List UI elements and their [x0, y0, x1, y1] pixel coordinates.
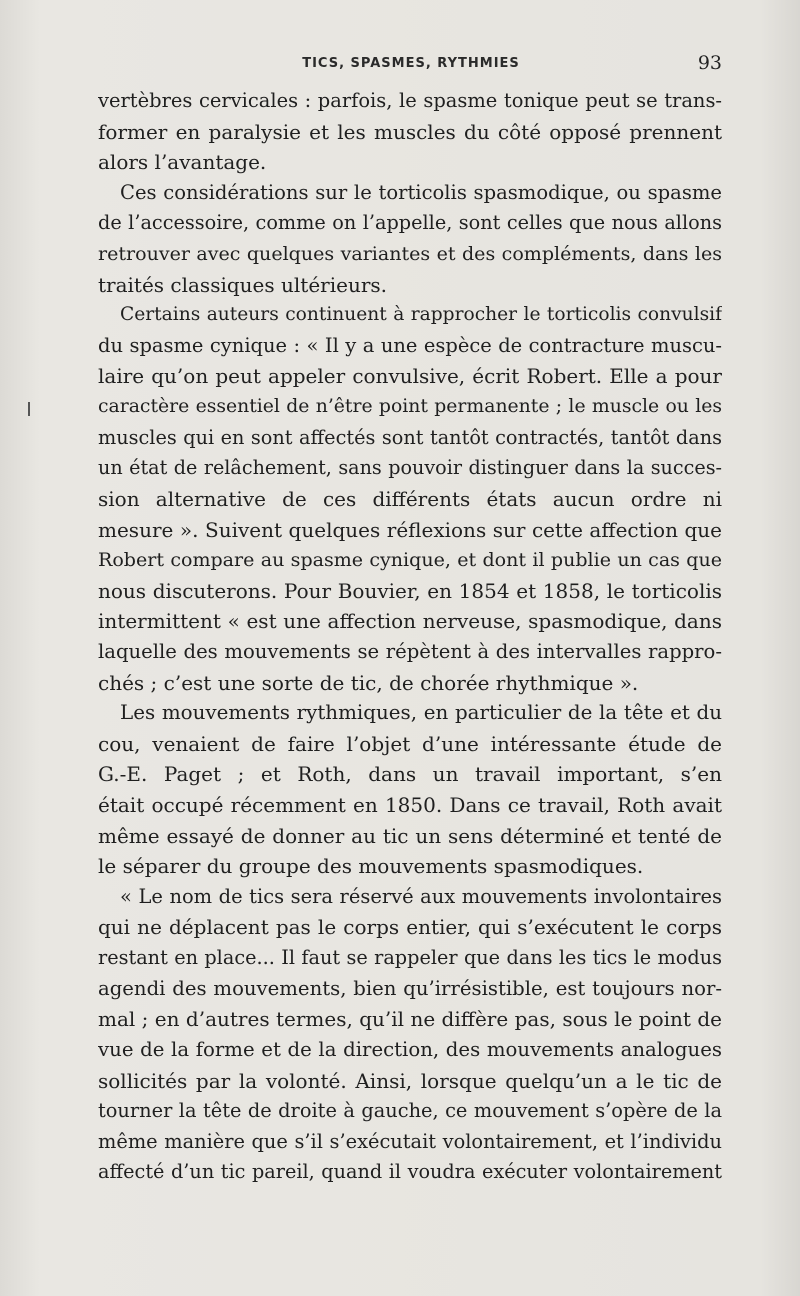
- text-line: nous discuterons. Pour Bouvier, en 1854 et 1858, le torticolis: [98, 578, 722, 603]
- text-line: mesure ». Suivent quelques réflexions sur cette affection que: [98, 517, 722, 542]
- text-line: le séparer du groupe des mouvements spasmodiques.: [98, 854, 644, 879]
- text-line: était occupé récemment en 1850. Dans ce travail, Roth avait: [98, 793, 722, 818]
- text-line: restant en place... Il faut se rappeler que dans les tics le modus: [98, 946, 722, 970]
- text-line: laquelle des mouvements se répètent à des intervalles rappro-: [98, 639, 722, 663]
- text-line: sion alternative de ces différents états aucun ordre ni: [98, 486, 722, 511]
- text-line: cou, venaient de faire l’objet d’une intéressante étude de: [98, 731, 722, 756]
- text-line: sollicités par la volonté. Ainsi, lorsque quelqu’un a le tic de: [98, 1068, 722, 1093]
- text-line: un état de relâchement, sans pouvoir distinguer dans la succes-: [98, 456, 722, 480]
- text-line: Ces considérations sur le torticolis spasmodique, ou spasme: [120, 180, 722, 204]
- text-line: de l’accessoire, comme on l’appelle, sont celles que nous allons: [98, 211, 722, 235]
- text-line: retrouver avec quelques variantes et des compléments, dans les: [98, 243, 722, 266]
- text-line: former en paralysie et les muscles du côté opposé prennent: [98, 119, 722, 144]
- text-line: même essayé de donner au tic un sens déterminé et tenté de: [98, 823, 722, 848]
- text-line: tourner la tête de droite à gauche, ce mouvement s’opère de la: [98, 1099, 722, 1123]
- text-line: qui ne déplacent pas le corps entier, qui s’exécutent le corps: [98, 915, 722, 940]
- body-text: [98, 86, 722, 1188]
- margin-mark: [28, 402, 30, 416]
- text-line: traités classiques ultérieurs.: [98, 272, 388, 297]
- text-line: laire qu’on peut appeler convulsive, écrit Robert. Elle a pour: [98, 364, 722, 389]
- text-line: intermittent « est une affection nerveuse, spasmodique, dans: [98, 609, 722, 634]
- running-title: TICS, SPASMES, RYTHMIES: [302, 56, 520, 71]
- text-line: du spasme cynique : « Il y a une espèce de contracture muscu-: [98, 333, 722, 357]
- text-line: G.-E. Paget ; et Roth, dans un travail important, s’en: [98, 762, 722, 787]
- text-line: chés ; c’est une sorte de tic, de chorée rhythmique ».: [98, 670, 639, 695]
- text-line: muscles qui en sont affectés sont tantôt contractés, tantôt dans: [98, 425, 722, 449]
- text-line: même manière que s’il s’exécutait volontairement, et l’individu: [98, 1129, 722, 1153]
- text-line: vertèbres cervicales : parfois, le spasme tonique peut se trans-: [98, 89, 722, 112]
- text-line: vue de la forme et de la direction, des mouvements analogues: [98, 1037, 722, 1061]
- text-line: Robert compare au spasme cynique, et dont il publie un cas que: [98, 549, 722, 572]
- text-line: affecté d’un tic pareil, quand il voudra exécuter volontairement: [98, 1160, 722, 1184]
- page-header: [100, 52, 722, 82]
- text-line: Les mouvements rythmiques, en particulier de la tête et du: [120, 701, 722, 725]
- text-line: mal ; en d’autres termes, qu’il ne diffère pas, sous le point de: [98, 1007, 722, 1032]
- text-line: alors l’avantage.: [98, 150, 267, 175]
- text-line: Certains auteurs continuent à rapprocher le torticolis convulsif: [120, 304, 722, 326]
- text-line: agendi des mouvements, bien qu’irrésistible, est toujours nor-: [98, 976, 722, 1000]
- text-line: « Le nom de tics sera réservé aux mouvements involontaires: [120, 884, 722, 908]
- page-number: 93: [697, 52, 722, 74]
- text-line: caractère essentiel de n’être point permanente ; le muscle ou les: [98, 396, 722, 418]
